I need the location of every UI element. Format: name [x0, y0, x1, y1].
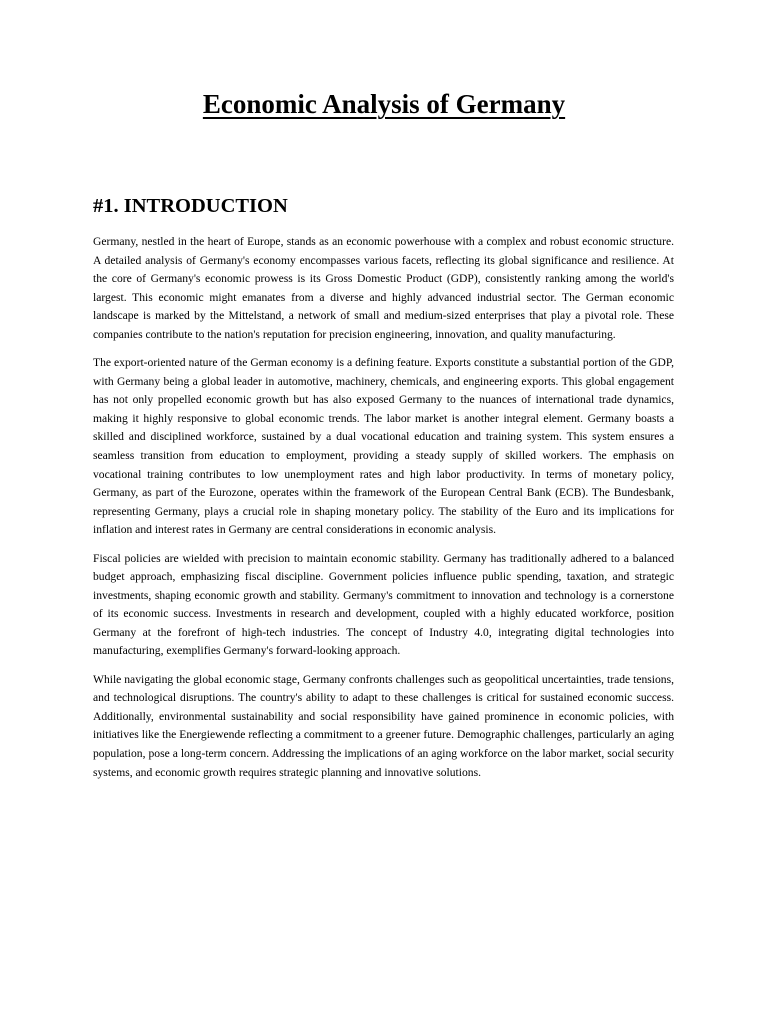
paragraph-2: The export-oriented nature of the German economy is a defining feature. Exports constitute a substantial portion of the GDP, with Germany being a global leader in automotive, machinery, chemicals, and engineering exports. This global engagement has not only propelled economic growth but has also exposed Germany to the nuances of international trade dynamics, making it highly responsive to global economic trends. The labor market is another integral element. Germany boasts a skilled and disciplined workforce, sustained by a dual vocational education and training system. This system ensures a seamless transition from education to employment, providing a steady supply of skilled workers. The emphasis on vocational training contributes to low unemployment rates and high labor productivity. In terms of monetary policy, Germany, as part of the Eurozone, operates within the framework of the European Central Bank (ECB). The Bundesbank, representing Germany, plays a crucial role in shaping monetary policy. The stability of the Euro and its implications for inflation and interest rates in Germany are central considerations in economic analysis. — [93, 356, 674, 537]
paragraph-3: Fiscal policies are wielded with precision to maintain economic stability. Germany has traditionally adhered to a balanced budget approach, emphasizing fiscal discipline. Government policies influence public spending, taxation, and strategic investments, shaping economic growth and stability. Germany's commitment to innovation and technology is a cornerstone of its economic success. Investments in research and development, coupled with a highly educated workforce, position Germany at the forefront of high-tech industries. The concept of Industry 4.0, integrating digital technologies into manufacturing, exemplifies Germany's forward-looking approach. — [93, 551, 674, 658]
document-title — [0, 86, 768, 122]
section-heading-introduction: #1. INTRODUCTION — [93, 195, 288, 217]
paragraph-1: Germany, nestled in the heart of Europe, stands as an economic powerhouse with a complex and robust economic structure. A detailed analysis of Germany's economy encompasses various facets, reflecting its global significance and resilience. At the core of Germany's economic prowess is its Gross Domestic Product (GDP), consistently ranking among the world's largest. This economic might emanates from a diverse and highly advanced industrial sector. The German economic landscape is marked by the Mittelstand, a network of small and medium-sized enterprises that play a pivotal role. These companies contribute to the nation's reputation for precision engineering, innovation, and quality manufacturing. — [93, 235, 674, 341]
paragraph-4: While navigating the global economic stage, Germany confronts challenges such as geopolitical uncertainties, trade tensions, and technological disruptions. The country's ability to adapt to these challenges is critical for sustained economic success. Additionally, environmental sustainability and social responsibility have gained prominence in economic policies, with initiatives like the Energiewende reflecting a commitment to a greener future. Demographic challenges, particularly an aging population, pose a long-term concern. Addressing the implications of an aging workforce on the labor market, social security systems, and economic growth requires strategic planning and innovative solutions. — [93, 672, 674, 779]
introduction-body — [93, 233, 674, 792]
document-title-text: Economic Analysis of Germany — [202, 89, 566, 119]
